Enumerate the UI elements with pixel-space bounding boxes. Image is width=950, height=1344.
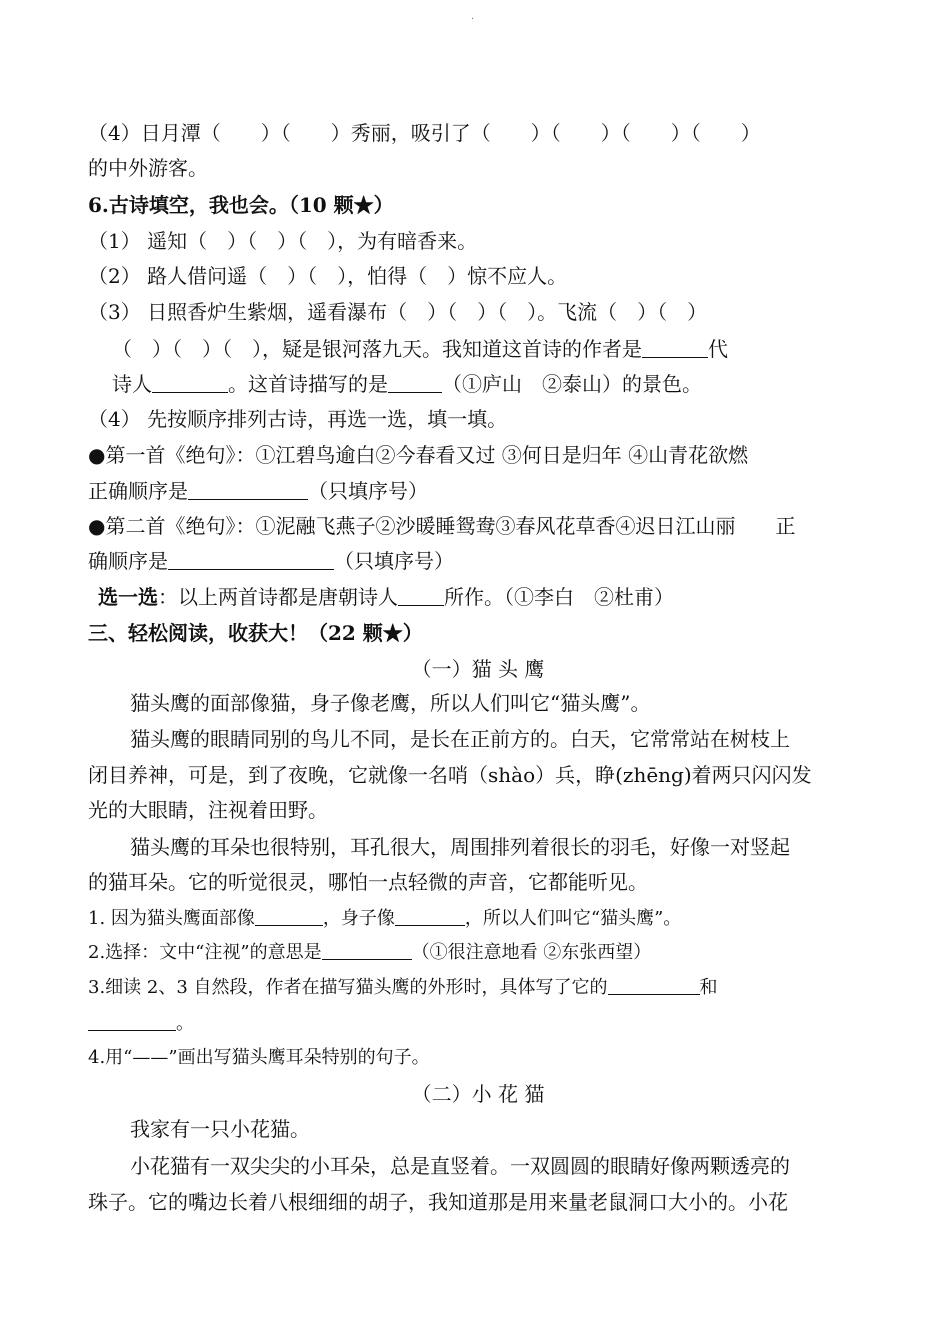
text: 猫头鹰的耳朵也很特别，耳孔很大，周围排列着很长的羽毛，好像一对竖起 bbox=[130, 835, 790, 859]
text: 。 bbox=[176, 1013, 194, 1034]
text: （二）小 花 猫 bbox=[411, 1082, 545, 1106]
section-6-title bbox=[88, 190, 868, 220]
text: （4） 先按顺序排列古诗，再选一选，填一填。 bbox=[88, 407, 508, 431]
text: （一）猫 头 鹰 bbox=[411, 657, 545, 681]
text: 和 bbox=[699, 977, 718, 998]
p1-para2-c bbox=[88, 795, 868, 825]
text: 光的大眼睛，注视着田野。 bbox=[88, 798, 328, 822]
text: 3.细读 2、3 自然段，作者在描写猫头鹰的外形时，具体写了它的 bbox=[88, 977, 608, 998]
blank-poet[interactable] bbox=[152, 370, 228, 393]
blank-body[interactable] bbox=[395, 903, 465, 926]
poem1-line bbox=[88, 440, 868, 470]
choose-line bbox=[98, 582, 878, 612]
blank-scene[interactable] bbox=[388, 370, 442, 393]
text: 的中外游客。 bbox=[88, 156, 208, 180]
blank-feature-2[interactable] bbox=[88, 1008, 176, 1031]
p1-q4 bbox=[88, 1043, 868, 1073]
blank-order-1[interactable] bbox=[188, 477, 308, 500]
blank-order-2[interactable] bbox=[168, 547, 334, 570]
q5-4-line bbox=[88, 118, 868, 148]
text: 猫头鹰的面部像猫，身子像老鹰，所以人们叫它“猫头鹰”。 bbox=[130, 691, 651, 715]
text: ，所以人们叫它“猫头鹰”。 bbox=[464, 908, 682, 929]
p1-para2 bbox=[130, 724, 910, 754]
p1-q3 bbox=[88, 972, 868, 1003]
text: （只填序号） bbox=[334, 549, 454, 573]
p1-para2-b bbox=[88, 760, 868, 790]
q6-1 bbox=[88, 226, 868, 256]
text: （①很注意地看 ②东张西望） bbox=[411, 942, 652, 963]
p1-q1 bbox=[88, 903, 868, 934]
q6-3-cont bbox=[112, 334, 892, 364]
text: 2.选择：文中“注视”的意思是 bbox=[88, 942, 322, 963]
text: ●第一首《绝句》：①江碧鸟逾白②今春看又过 ③何日是归年 ④山青花欲燃 bbox=[88, 443, 749, 467]
text: 选一选 bbox=[98, 585, 158, 609]
p1-para1 bbox=[130, 688, 910, 718]
text: （ ）（ ）（ ），疑是银河落九天。我知道这首诗的作者是 bbox=[112, 337, 642, 361]
text: 正确顺序是 bbox=[88, 479, 188, 503]
text: 我家有一只小花猫。 bbox=[130, 1117, 310, 1141]
text: 猫头鹰的眼睛同别的鸟儿不同，是长在正前方的。白天，它常常站在树枝上 bbox=[130, 727, 790, 751]
text: 闭目养神，可是，到了夜晚，它就像一名哨（shào）兵，睁(zhēng)着两只闪闪发 bbox=[88, 763, 812, 787]
text: 三、轻松阅读，收获大！（22 颗★） bbox=[88, 621, 423, 645]
text: 代 bbox=[708, 337, 728, 361]
p2-para2-b bbox=[88, 1187, 868, 1217]
blank-feature-1[interactable] bbox=[608, 972, 700, 995]
poem1-order bbox=[88, 476, 868, 506]
section-3-title bbox=[88, 618, 868, 648]
blank-poet-choice[interactable] bbox=[398, 583, 444, 606]
text: 珠子。它的嘴边长着八根细细的胡子，我知道那是用来量老鼠洞口大小的。小花 bbox=[88, 1190, 788, 1214]
text: （只填序号） bbox=[308, 479, 428, 503]
p1-q2 bbox=[88, 937, 868, 968]
text: 所作。（①李白 ②杜甫） bbox=[444, 585, 674, 609]
text: ●第二首《绝句》：①泥融飞燕子②沙暖睡鸳鸯③春风花草香④迟日江山丽 正 bbox=[88, 514, 796, 538]
passage-1-title bbox=[88, 654, 868, 684]
q5-4-cont bbox=[88, 153, 868, 183]
poem2-order bbox=[88, 546, 868, 576]
blank-face[interactable] bbox=[255, 903, 323, 926]
q6-2 bbox=[88, 261, 868, 291]
p1-para3 bbox=[130, 832, 910, 862]
text: 诗人 bbox=[112, 372, 152, 396]
text: （1） 遥知（ ）（ ）（ ），为有暗香来。 bbox=[88, 229, 478, 253]
q6-3-cont2 bbox=[112, 369, 892, 399]
text: （4）日月潭（ ）（ ）秀丽，吸引了（ ）（ ）（ ）（ ） bbox=[88, 121, 761, 145]
q6-3 bbox=[88, 297, 868, 327]
text: ，身子像 bbox=[322, 908, 395, 929]
text: 6.古诗填空，我也会。（10 颗★） bbox=[88, 193, 394, 217]
p1-q3-cont bbox=[88, 1008, 868, 1039]
p1-para3-b bbox=[88, 867, 868, 897]
p2-para2 bbox=[130, 1151, 910, 1181]
text: （①庐山 ②泰山）的景色。 bbox=[442, 372, 702, 396]
passage-2-title bbox=[88, 1079, 868, 1109]
text: ：以上两首诗都是唐朝诗人 bbox=[158, 585, 398, 609]
text: 的猫耳朵。它的听觉很灵，哪怕一点轻微的声音，它都能听见。 bbox=[88, 870, 648, 894]
blank-meaning[interactable] bbox=[322, 937, 412, 960]
blank-era[interactable] bbox=[642, 335, 708, 358]
p2-para1 bbox=[130, 1114, 910, 1144]
text: 1. 因为猫头鹰面部像 bbox=[88, 908, 255, 929]
text: 确顺序是 bbox=[88, 549, 168, 573]
poem2-line bbox=[88, 511, 868, 541]
page-dot: · bbox=[471, 14, 475, 25]
text: （2） 路人借问遥（ ）（ ），怕得（ ）惊不应人。 bbox=[88, 264, 568, 288]
text: （3） 日照香炉生紫烟，遥看瀑布（ ）（ ）（ ）。飞流（ ）（ ） bbox=[88, 300, 708, 324]
q6-4 bbox=[88, 404, 868, 434]
text: 4.用“——”画出写猫头鹰耳朵特别的句子。 bbox=[88, 1047, 430, 1068]
text: 小花猫有一双尖尖的小耳朵，总是直竖着。一双圆圆的眼睛好像两颗透亮的 bbox=[130, 1154, 790, 1178]
text: 。这首诗描写的是 bbox=[228, 372, 388, 396]
